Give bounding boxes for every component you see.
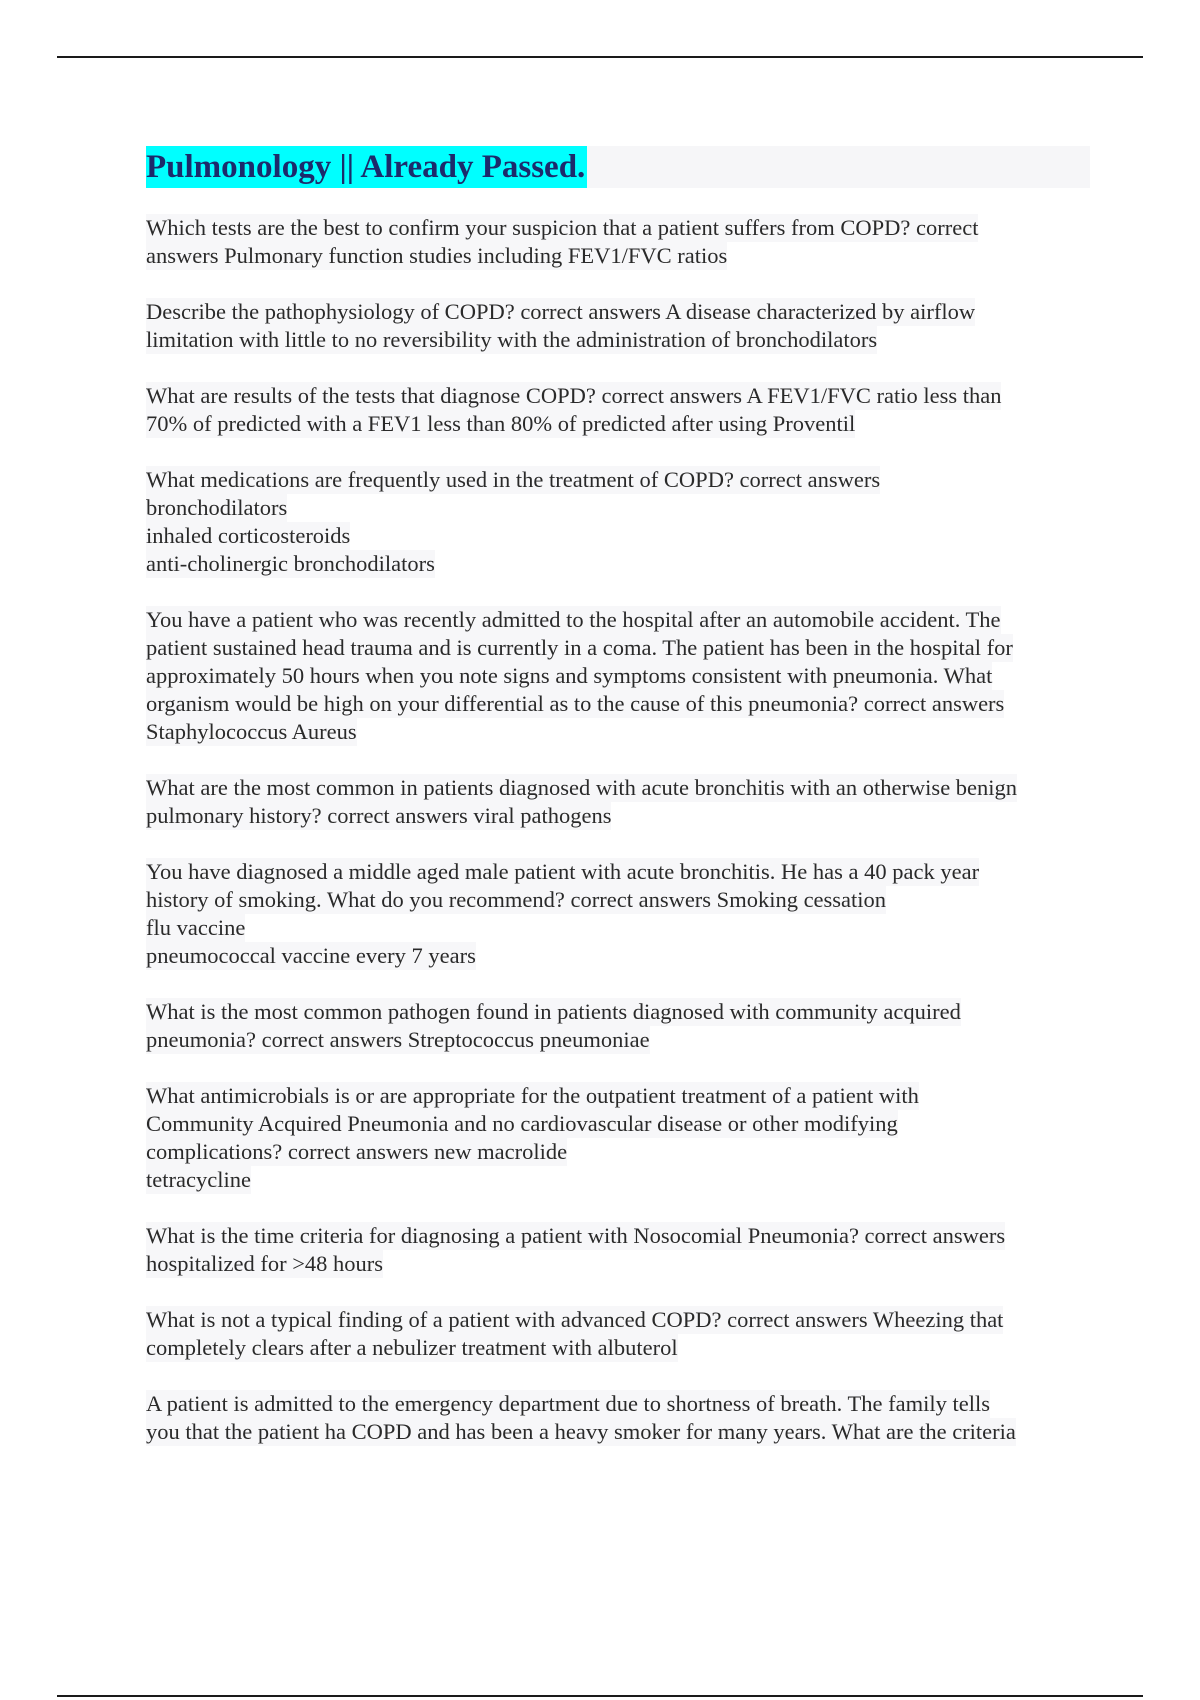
qa-line: limitation with little to no reversibility with the administration of bronchodilators <box>146 327 878 352</box>
qa-line: anti-cholinergic bronchodilators <box>146 551 435 576</box>
qa-line: patient sustained head trauma and is currently in a coma. The patient has been in the hospital for <box>146 635 1013 660</box>
qa-line: What is the time criteria for diagnosing a patient with Nosocomial Pneumonia? correct answers <box>146 1223 1006 1248</box>
qa-item <box>146 1222 1090 1278</box>
qa-line: Staphylococcus Aureus <box>146 719 357 744</box>
qa-line: What medications are frequently used in the treatment of COPD? correct answers <box>146 467 881 492</box>
qa-line: bronchodilators <box>146 495 288 520</box>
qa-line: A patient is admitted to the emergency department due to shortness of breath. The family tells <box>146 1391 990 1416</box>
qa-item <box>146 998 1090 1054</box>
qa-item <box>146 858 1090 970</box>
qa-line: Community Acquired Pneumonia and no cardiovascular disease or other modifying <box>146 1111 898 1136</box>
qa-line: inhaled corticosteroids <box>146 523 351 548</box>
qa-item <box>146 1390 1090 1446</box>
qa-line: You have diagnosed a middle aged male patient with acute bronchitis. He has a 40 pack year <box>146 859 980 884</box>
qa-line: What are the most common in patients diagnosed with acute bronchitis with an otherwise benign <box>146 775 1018 800</box>
qa-line: You have a patient who was recently admitted to the hospital after an automobile accident. The <box>146 607 1001 632</box>
qa-line: Which tests are the best to confirm your suspicion that a patient suffers from COPD? correct <box>146 215 979 240</box>
qa-line: tetracycline <box>146 1167 251 1192</box>
qa-line: organism would be high on your differential as to the cause of this pneumonia? correct answers <box>146 691 1005 716</box>
qa-line: completely clears after a nebulizer treatment with albuterol <box>146 1335 678 1360</box>
qa-line: What are results of the tests that diagnose COPD? correct answers A FEV1/FVC ratio less than <box>146 383 1002 408</box>
qa-line: 70% of predicted with a FEV1 less than 80% of predicted after using Proventil <box>146 411 856 436</box>
qa-line: pulmonary history? correct answers viral pathogens <box>146 803 612 828</box>
qa-line: hospitalized for >48 hours <box>146 1251 384 1276</box>
document-title: Pulmonology || Already Passed. <box>146 146 587 188</box>
qa-line: complications? correct answers new macrolide <box>146 1139 568 1164</box>
qa-line: What is the most common pathogen found in patients diagnosed with community acquired <box>146 999 961 1024</box>
header-rule <box>57 56 1143 58</box>
qa-item <box>146 1306 1090 1362</box>
qa-line: pneumonia? correct answers Streptococcus pneumoniae <box>146 1027 650 1052</box>
qa-line: pneumococcal vaccine every 7 years <box>146 943 476 968</box>
document-body <box>146 146 1090 1474</box>
qa-item <box>146 214 1090 270</box>
qa-item <box>146 466 1090 578</box>
qa-line: What antimicrobials is or are appropriate for the outpatient treatment of a patient with <box>146 1083 919 1108</box>
qa-line: approximately 50 hours when you note signs and symptoms consistent with pneumonia. What <box>146 663 993 688</box>
qa-list <box>146 214 1090 1446</box>
title-band <box>146 146 1090 188</box>
qa-item <box>146 1082 1090 1194</box>
qa-line: Describe the pathophysiology of COPD? correct answers A disease characterized by airflow <box>146 299 976 324</box>
qa-item <box>146 298 1090 354</box>
qa-line: What is not a typical finding of a patient with advanced COPD? correct answers Wheezing that <box>146 1307 1004 1332</box>
qa-line: flu vaccine <box>146 915 246 940</box>
qa-item <box>146 774 1090 830</box>
qa-line: history of smoking. What do you recommend? correct answers Smoking cessation <box>146 887 887 912</box>
qa-line: you that the patient ha COPD and has been a heavy smoker for many years. What are the criteria <box>146 1419 1016 1444</box>
footer-rule <box>57 1695 1143 1697</box>
qa-item <box>146 606 1090 746</box>
qa-line: answers Pulmonary function studies including FEV1/FVC ratios <box>146 243 728 268</box>
qa-item <box>146 382 1090 438</box>
